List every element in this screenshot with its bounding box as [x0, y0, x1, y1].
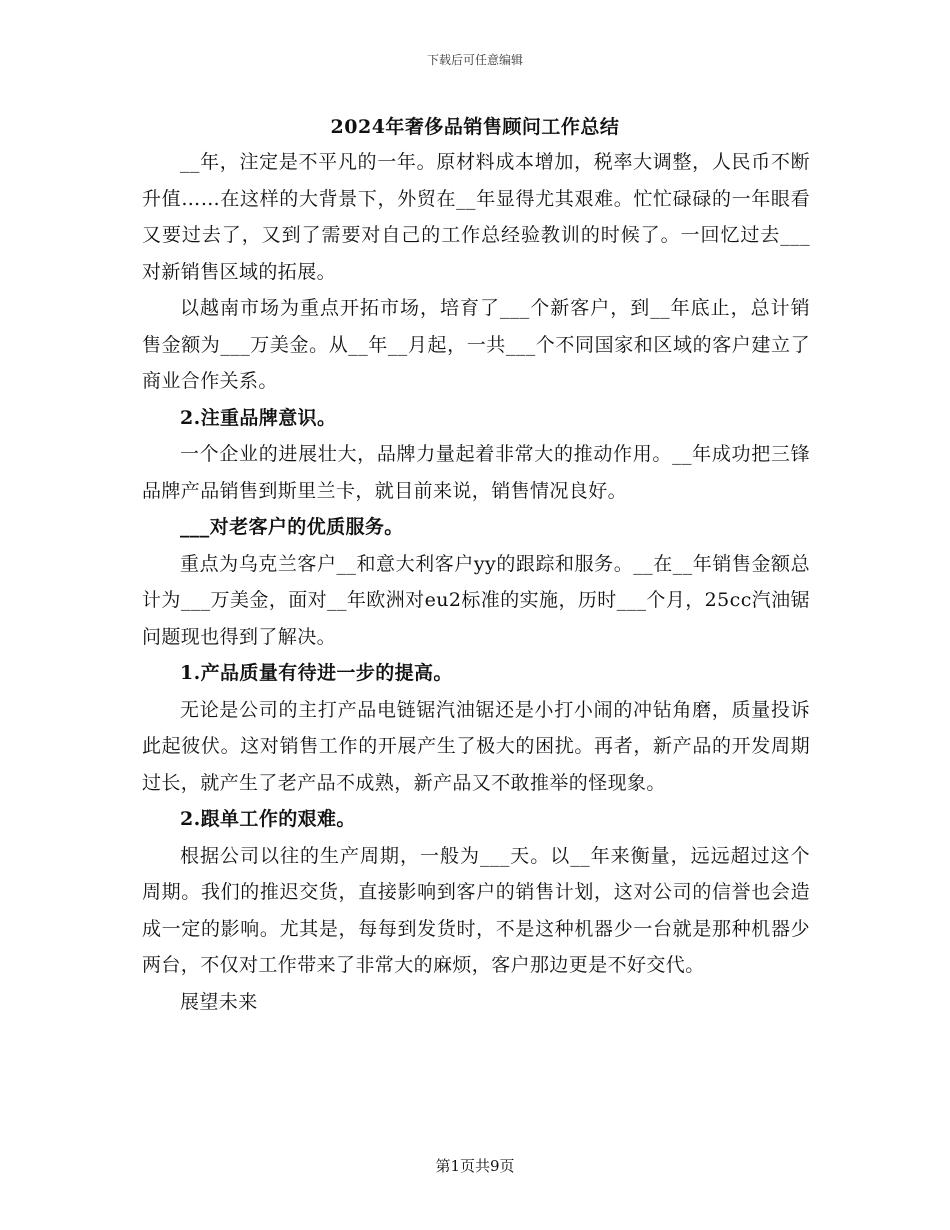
paragraph-market: 以越南市场为重点开拓市场，培育了___个新客户，到__年底止，总计销售金额为___万美金。从__年__月起，一共___个不同国家和区域的客户建立了商业合作关系。	[142, 297, 810, 392]
paragraph-service: 重点为乌克兰客户__和意大利客户yy的跟踪和服务。__在__年销售金额总计为___万美金，面对__年欧洲对eu2标准的实施，历时___个月，25cc汽油锯问题现也得到了解决。	[142, 552, 810, 648]
paragraph-intro: __年，注定是不平凡的一年。原材料成本增加，税率大调整，人民币不断升值……在这样的大背景下，外贸在__年显得尤其艰难。忙忙碌碌的一年眼看又要过去了，又到了需要对自己的工作总经验教训的时候了。一回忆过去___对新销售区域的拓展。	[142, 151, 810, 283]
page-header-note: 下载后可任意编辑	[426, 53, 523, 67]
heading-quality: 1.产品质量有待进一步的提高。	[180, 662, 453, 684]
paragraph-outlook: 展望未来	[180, 990, 258, 1013]
document-body	[142, 144, 810, 1020]
paragraph-quality: 无论是公司的主打产品电链锯汽油锯还是小打小闹的冲钻角磨，质量投诉此起彼伏。这对销售工作的开展产生了极大的困扰。再者，新产品的开发周期过长，就产生了老产品不成熟，新产品又不敢推举的怪现象。	[142, 698, 810, 794]
paragraph-followup: 根据公司以往的生产周期，一般为___天。以__年来衡量，远远超过这个周期。我们的推迟交货，直接影响到客户的销售计划，这对公司的信誉也会造成一定的影响。尤其是，每每到发货时，不是这种机器少一台就是那种机器少两台，不仅对工作带来了非常大的麻烦，客户那边更是不好交代。	[142, 844, 810, 976]
heading-followup: 2.跟单工作的艰难。	[180, 808, 356, 830]
heading-service: ___对老客户的优质服务。	[180, 516, 404, 538]
heading-brand: 2.注重品牌意识。	[180, 406, 337, 429]
page-number: 第1页共9页	[435, 1157, 515, 1175]
paragraph-brand: 一个企业的进展壮大，品牌力量起着非常大的推动作用。__年成功把三锋品牌产品销售到斯里兰卡，就目前来说，销售情况良好。	[142, 443, 810, 502]
document-title: 2024年奢侈品销售顾问工作总结	[330, 116, 620, 138]
